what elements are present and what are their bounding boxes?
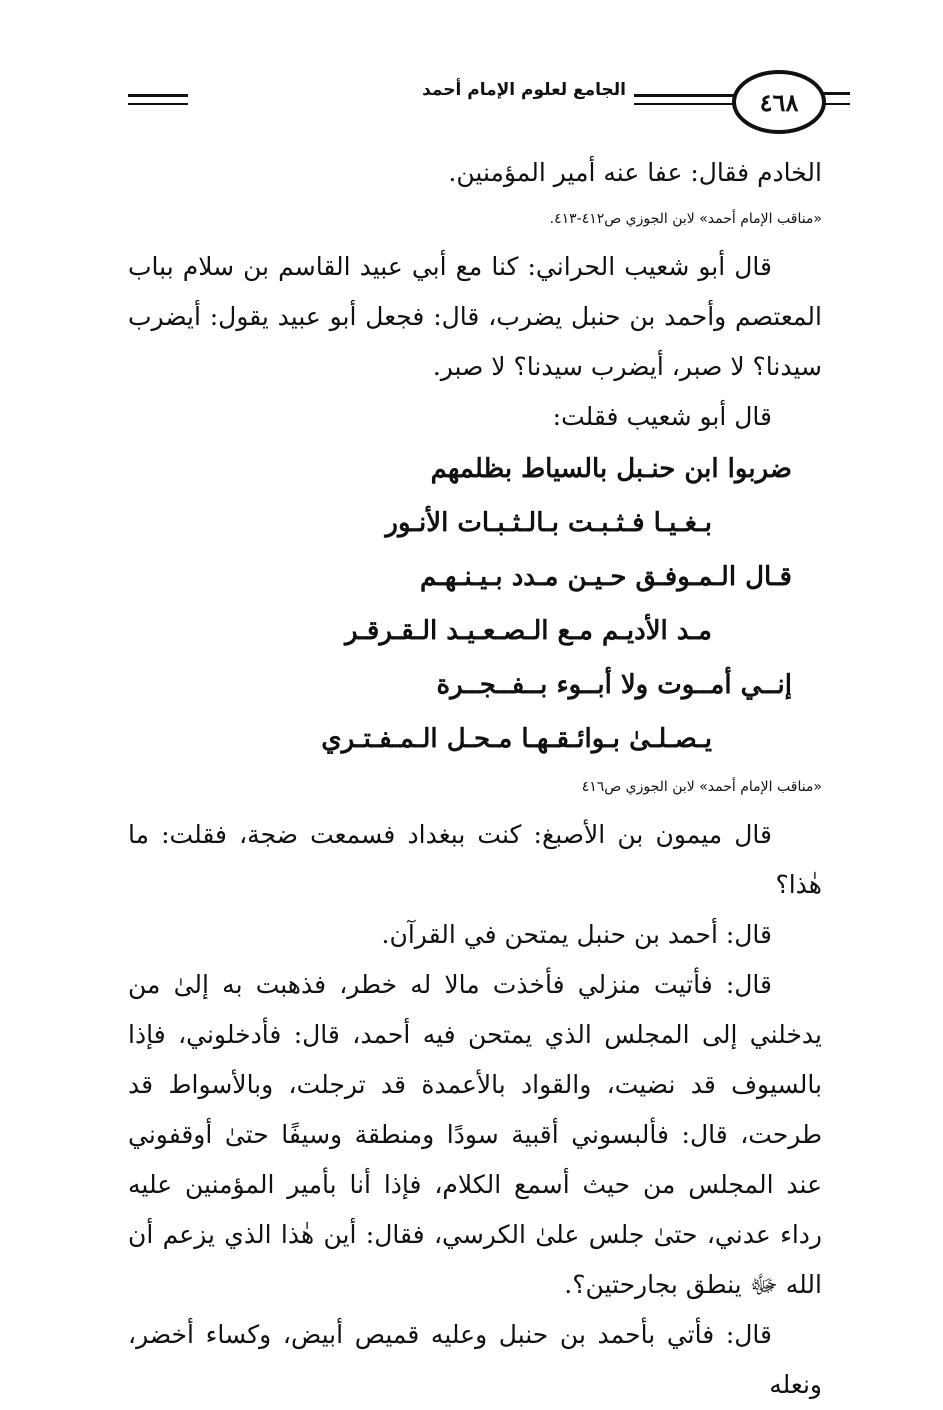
paragraph: قال: فأتي بأحمد بن حنبل وعليه قميص أبيض، وكساء أخضر، ونعله <box>128 1320 822 1399</box>
page-body <box>128 148 822 1410</box>
paragraph: قال أبو شعيب الحراني: كنا مع أبي عبيد القاسم بن سلام بباب المعتصم وأحمد بن حنبل يضرب، قال: فجعل أبو عبيد يقول: أيضرب سيدنا؟ لا صبر، أيضرب سيدنا؟ لا صبر. <box>128 252 822 381</box>
poem <box>128 442 822 766</box>
book-title: الجامع لعلوم الإمام أحمد <box>422 80 626 100</box>
source-citation: «مناقب الإمام أحمد» لابن الجوزي ص٤١٦ <box>581 779 822 795</box>
paragraph: قال أبو شعيب فقلت: <box>552 402 772 431</box>
paragraph: الخادم فقال: عفا عنه أمير المؤمنين. <box>448 158 822 187</box>
page-number-badge <box>732 70 826 134</box>
paragraph: قال ميمون بن الأصبغ: كنت ببغداد فسمعت ضجة، فقلت: ما هٰذا؟ <box>128 820 822 899</box>
paragraph: قال: فأتيت منزلي فأخذت مالا له خطر، فذهبت به إلىٰ من يدخلني إلى المجلس الذي يمتحن فيه أحمد، قال: فأدخلوني، فإذا بالسيوف قد نضيت، والقواد بالأعمدة قد ترجلت، وبالأسواط قد طرحت، قال: فألبسوني أقبية سودًا ومنطقة وسيفًا حتىٰ أوقفوني عند المجلس من حيث أسمع الكلام، فإذا أنا بأمير المؤمنين عليه رداء عدني، حتىٰ جلس علىٰ الكرسي، فقال: أين هٰذا الذي يزعم أن الله ﷻ ينطق بجارحتين؟. <box>128 970 822 1299</box>
paragraph: قال: أحمد بن حنبل يمتحن في القرآن. <box>381 920 772 949</box>
poem-verse: إنــي أمــوت ولا أبــوء بــفــجــرة <box>436 670 792 700</box>
page-number: ٤٦٨ <box>759 87 799 117</box>
poem-verse: قـال الـمـوفـق حـيـن مـدد بـيـنـهـم <box>419 562 792 592</box>
page-header <box>120 70 850 130</box>
source-citation: «مناقب الإمام أحمد» لابن الجوزي ص٤١٢-٤١٣. <box>549 211 822 227</box>
header-rule <box>634 94 734 105</box>
header-rule <box>128 94 188 105</box>
poem-verse: بـغـيـا فـثـبـت بـالـثـبـات الأنـور <box>385 508 712 538</box>
poem-verse: مـد الأديـم مـع الـصـعـيـد الـقـرقـر <box>344 616 712 646</box>
poem-verse: ضربوا ابن حنـبل بالسياط بظلمهم <box>430 454 792 484</box>
poem-verse: يـصـلـىٰ بـوائـقـهـا مـحـل الـمـفـتـري <box>321 724 712 754</box>
